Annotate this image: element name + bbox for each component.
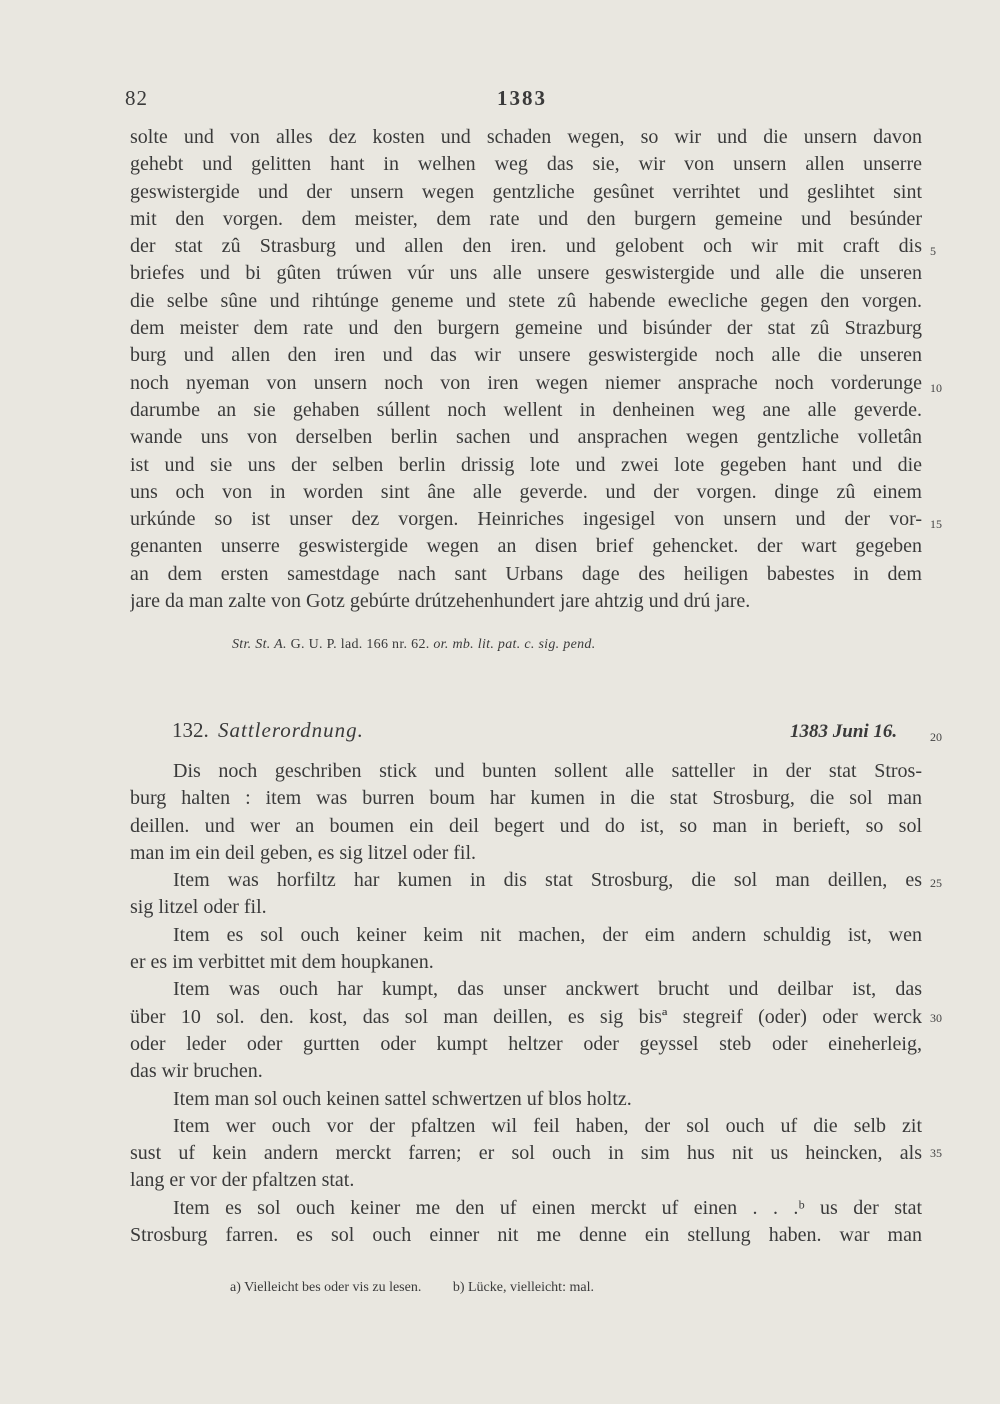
page-header: [125, 86, 925, 116]
text-line: gehebt und gelitten hant in welhen weg das sie, wir von unsern allen unserre: [130, 153, 922, 176]
footnotes: [230, 1280, 622, 1296]
text-line: über 10 sol. den. kost, das sol man deillen, es sig bisª stegreif (oder) oder werck: [130, 1005, 922, 1028]
document-date: 1383 Juni 16.: [790, 721, 898, 742]
text-line: das wir bruchen.: [130, 1060, 263, 1083]
text-line: lang er vor der pfaltzen stat.: [130, 1169, 355, 1192]
page-number: 82: [125, 86, 148, 110]
text-line: die selbe sûne und rihtúnge geneme und stete zû habende ewecliche gegen den vorgen.: [130, 289, 922, 312]
text-line: jare da man zalte von Gotz gebúrte drútzehenhundert jare ahtzig und drú jare.: [130, 590, 751, 613]
line-number-marker: 10: [930, 381, 942, 395]
line-number-marker: 5: [930, 244, 936, 258]
text-line: man im ein deil geben, es sig litzel oder fil.: [130, 841, 477, 864]
line-number-marker: 25: [930, 876, 942, 890]
text-line: sig litzel oder fil.: [130, 896, 267, 919]
line-number-marker: 15: [930, 517, 942, 531]
text-line: wande uns von derselben berlin sachen und ansprachen wegen gentzliche volletân: [130, 426, 922, 449]
text-line: uns och von in worden sint âne alle geverde. und der vorgen. dinge zû einem: [130, 480, 922, 503]
text-line: Item was ouch har kumpt, das unser anckwert brucht und deilbar ist, das: [173, 978, 922, 1001]
text-line: solte und von alles dez kosten und schaden wegen, so wir und die unsern davon: [130, 126, 922, 148]
text-line: der stat zû Strasburg und allen den iren. und gelobent och wir mit craft dis: [130, 235, 922, 258]
source-note: [232, 637, 596, 653]
text-line: genanten unserre geswistergide wegen an disen brief gehencket. der wart gegeben: [130, 535, 922, 558]
text-line: deillen. und wer an boumen ein deil begert und do ist, so man in berieft, so sol: [130, 814, 922, 837]
text-line: ist und sie uns der selben berlin drissig lote und zwei lote gegeben hant und die: [130, 453, 922, 476]
text-line: urkúnde so ist unser dez vorgen. Heinriches ingesigel von unsern und der vor-: [130, 508, 922, 531]
source-shelfmark: G. U. P. lad. 166 nr. 62.: [290, 637, 430, 652]
text-line: noch nyeman von unsern noch von iren wegen niemer ansprache noch vorderunge: [130, 371, 922, 394]
text-line: Item es sol ouch keiner keim nit machen, der eim andern schuldig ist, wen: [173, 923, 922, 946]
text-line: oder leder oder gurtten oder kumpt heltzer oder geyssel steb oder eineherleig,: [130, 1032, 922, 1055]
line-number-marker: 20: [930, 730, 942, 744]
line-number-marker: 30: [930, 1011, 942, 1025]
text-line: Item was horfiltz har kumen in dis stat Strosburg, die sol man deillen, es: [173, 869, 922, 892]
footnote-b: b) Lücke, vielleicht: mal.: [452, 1280, 594, 1295]
text-line: Item es sol ouch keiner me den uf einen merckt uf einen . . .ᵇ us der stat: [173, 1196, 922, 1219]
source-archive: Str. St. A.: [232, 637, 287, 652]
text-line: dem meister dem rate und den burgern gemeine und bisúnder der stat zû Strazburg: [130, 317, 922, 340]
upper-text-block: [130, 124, 922, 615]
text-line: Item wer ouch vor der pfaltzen wil feil haben, der sol ouch uf die selb zit: [173, 1114, 922, 1137]
text-line: er es im verbittet mit dem houpkanen.: [130, 951, 434, 974]
lower-text-block: [130, 758, 922, 1249]
running-head-year: 1383: [497, 86, 547, 110]
text-line: an dem ersten samestdage nach sant Urbans dage des heiligen babestes in dem: [130, 562, 922, 585]
document-number: 132.: [172, 718, 209, 742]
text-line: briefes und bi gûten trúwen vúr uns alle unsere geswistergide und alle die unseren: [130, 262, 922, 285]
text-line: Strosburg farren. es sol ouch einner nit me denne ein stellung haben. war man: [130, 1224, 922, 1247]
document-title: Sattlerordnung.: [218, 718, 364, 742]
text-line: Item man sol ouch keinen sattel schwertzen uf blos holtz.: [173, 1087, 632, 1110]
text-line: darumbe an sie gehaben súllent noch wellent in denheinen weg ane alle geverde.: [130, 398, 922, 421]
text-line: geswistergide und der unsern wegen gentzliche gesûnet verrihtet und geslihtet sint: [130, 180, 922, 203]
text-line: burg und allen den iren und das wir unsere geswistergide noch alle die unseren: [130, 344, 922, 367]
text-line: mit den vorgen. dem meister, dem rate und den burgern gemeine und besúnder: [130, 207, 922, 230]
footnote-a: a) Vielleicht bes oder vis zu lesen.: [230, 1280, 422, 1295]
text-line: burg halten : item was burren boum har kumen in die stat Strosburg, die sol man: [130, 787, 922, 810]
source-description: or. mb. lit. pat. c. sig. pend.: [433, 637, 596, 652]
line-number-marker: 35: [930, 1146, 942, 1160]
text-line: Dis noch geschriben stick und bunten sollent alle satteller in der stat Stros-: [173, 760, 922, 782]
text-line: sust uf kein andern merckt farren; er sol ouch in sim hus nit us heincken, als: [130, 1142, 922, 1165]
